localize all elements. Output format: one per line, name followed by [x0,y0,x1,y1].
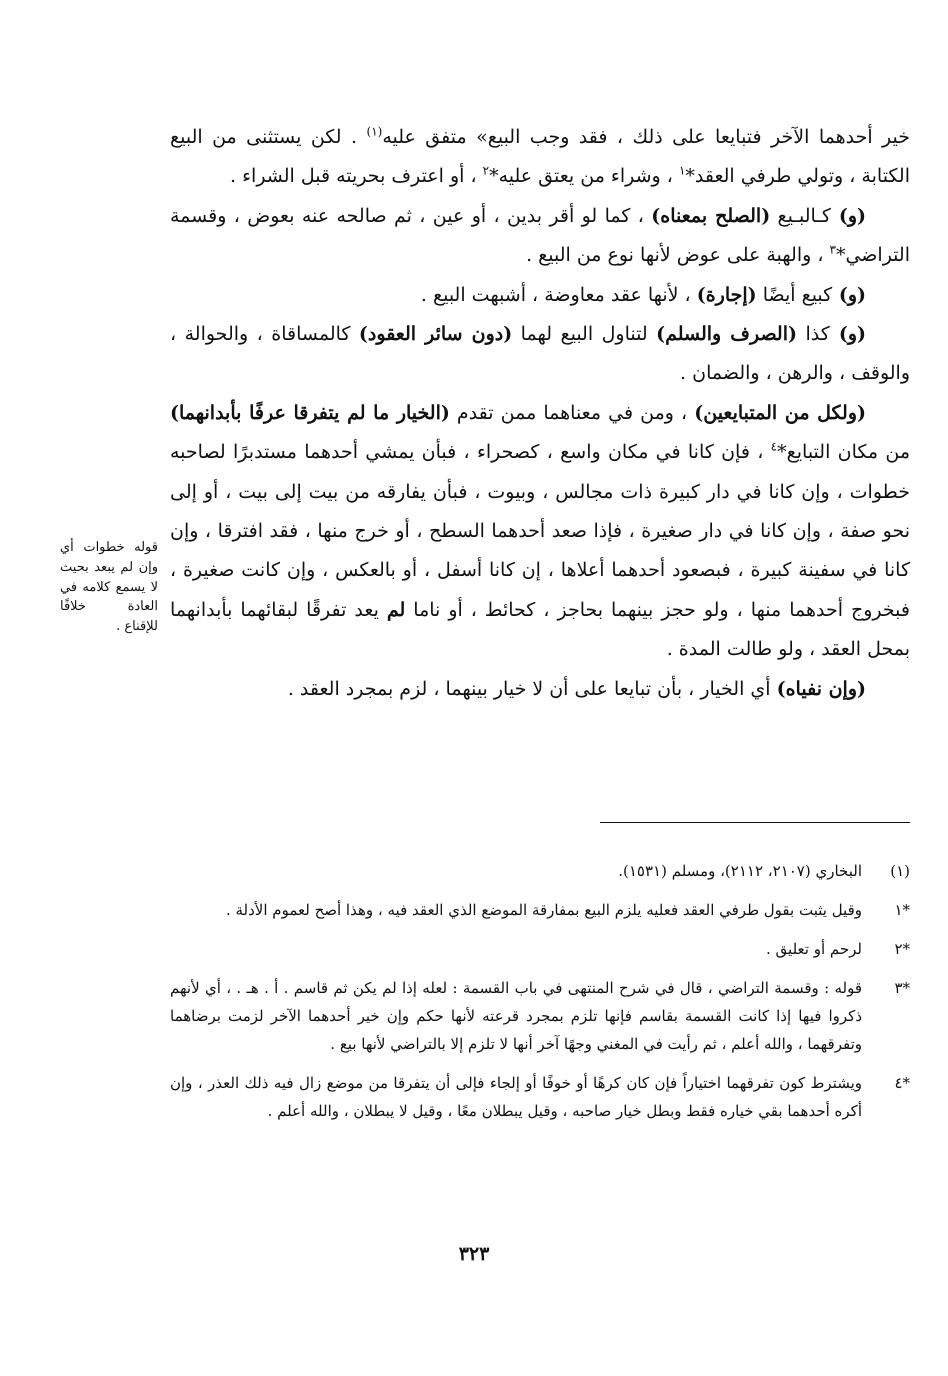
footnote-reference: ١ [678,164,686,179]
footnotes-section [170,857,910,1136]
bold-matn-text: (الخيار ما لم يتفرقا عرفًا بأبدانهما) [170,401,450,424]
bold-matn-text: (ولكل من المتبايعين) [694,401,866,424]
footnote-item [170,857,910,885]
sharh-text: أي الخيار ، بأن تبايعا على أن لا خيار بينهما ، لزم بمجرد العقد . [287,677,777,700]
sharh-text: خير أحدهما الآخر فتبايعا على ذلك ، فقد وجب البيع» متفق عليه [382,126,911,148]
sharh-text: ، ومن في معناهما ممن تقدم [449,401,695,424]
bold-matn-text: (و) [829,323,866,346]
sharh-text: كذا [797,323,830,346]
bold-matn-text: (دون سائر العقود) [358,323,513,346]
footnote-separator [600,822,910,823]
footnote-text: قوله : وقسمة التراضي ، قال في شرح المنتهى في باب القسمة : لعله إذا لم يكن ثم قاسم . أ . هـ . ، أي لأنهم ذكروا فيها إذا كانت القسمة بقاسم فإنها تلزم بمجرد قرعته لأنها حكم وإن خير أحدهما الآخر لزمت برضاهما وتفرقهما ، والله أعلم ، ثم رأيت في المغني وجهًا آخر أنها لا تلزم إلا بالتراضي لأنها بيع . [170,979,862,1053]
bold-matn-text: (الصلح بمعناه) [651,204,771,227]
bold-matn-text: (وإن نفياه) [776,677,866,700]
sharh-text: ، لأنها عقد معاوضة ، أشبهت البيع . [420,283,697,306]
footnote-text: لرحم أو تعليق . [766,940,862,958]
sharh-text: كالمساقاة ، والحوالة ، والوقف ، والرهن ، والضمان . [170,323,910,385]
sharh-text: . لكن يستثنى من البيع الكتابة ، وتولي طرفي العقد* [170,126,910,188]
footnote-marker: (١) [890,862,910,880]
sharh-text: كبيع أيضًا [756,283,833,306]
footnote-item [170,974,910,1058]
footnote-text: ويشترط كون تفرقهما اختياراً فإن كان كرهًا أو خوفًا أو إلجاء فإلى أن يتفرقا من موضع زال فيه ذلك العذر ، وإن أكره أحدهما بقي خياره فقط وبطل خيار صاحبه ، وقيل يبطلان معًا ، وقيل لا يبطلان ، والله أعلم . [170,1074,862,1120]
footnote-reference: ٣ [829,242,836,257]
main-text-body [170,118,910,709]
sharh-text: لتناول البيع لهما [512,323,657,346]
bold-matn-text: (إجارة) [696,283,757,306]
footnote-reference: ٢ [482,164,490,179]
bold-matn-text: (و) [830,204,866,227]
footnote-reference: ٤ [770,439,778,454]
footnote-text: وقيل يثبت بقول طرفي العقد فعليه يلزم البيع بمفارقة الموضع الذي العقد فيه ، وهذا أصح لعموم الأدلة . [225,901,862,919]
footnote-reference: (١) [366,124,383,139]
footnote-marker: *٢ [894,940,910,958]
bold-matn-text: (و) [832,283,866,306]
paragraph [170,315,910,394]
footnote-item [170,896,910,924]
sharh-text: ، وشراء من يعتق عليه* [489,165,679,188]
sharh-text: ، فإن كانا في مكان واسع ، كصحراء ، فبأن يمشي أحدهما مستدبرًا لصاحبه خطوات ، وإن كانا في دار كبيرة ذات مجالس ، وبيوت ، فبأن يفارقه من بيت إلى بيت ، أو إلى نحو صفة ، وإن كانا في دار صغيرة ، فإذا صعد أحدهما السطح ، أو خرج منها ، فقد افترقا ، وإن كانا في سفينة كبيرة ، فبصعود أحدهما أعلاها ، إن كانا أسفل ، أو بالعكس ، وإن كانت صغيرة ، فبخروج أحدهما منها ، ولو حجز بينهما بحاجز ، كحائط ، أو ناما [170,441,910,621]
sharh-text: من مكان التبايع* [777,441,911,464]
bold-matn-text: (الصرف والسلم) [656,323,797,346]
footnote-text: البخاري (٢١٠٧، ٢١١٢)، ومسلم (١٥٣١). [618,862,862,880]
paragraph [170,118,910,197]
sharh-text: ، أو اعترف بحريته قبل الشراء . [230,165,483,188]
footnote-marker: *١ [894,901,910,919]
paragraph [170,197,910,276]
paragraph [170,394,910,670]
footnote-marker: *٣ [894,979,910,997]
paragraph [170,276,910,315]
paragraph [170,670,910,709]
footnote-item [170,935,910,963]
sharh-text: ، كما لو أقر بدين ، أو عين ، ثم صالحه عنه بعوض ، وقسمة التراضي* [170,204,910,267]
footnote-marker: *٤ [894,1074,910,1092]
sharh-text: يعد تفرقًا لبقائهما بأبدانهما بمحل العقد ، ولو طالت المدة . [170,598,910,661]
sharh-text: ، والهبة على عوض لأنها نوع من البيع . [526,244,830,267]
footnote-item [170,1069,910,1125]
sharh-text: كـالبـيع [770,204,831,227]
margin-note: قوله خطوات أي وإن لم يبعد بحيث لا يسمع كلامه في العادة خلافًا للإقناع . [60,540,158,635]
bold-matn-text: لم [386,598,406,621]
page-number: ٣٢٣ [458,1243,490,1265]
